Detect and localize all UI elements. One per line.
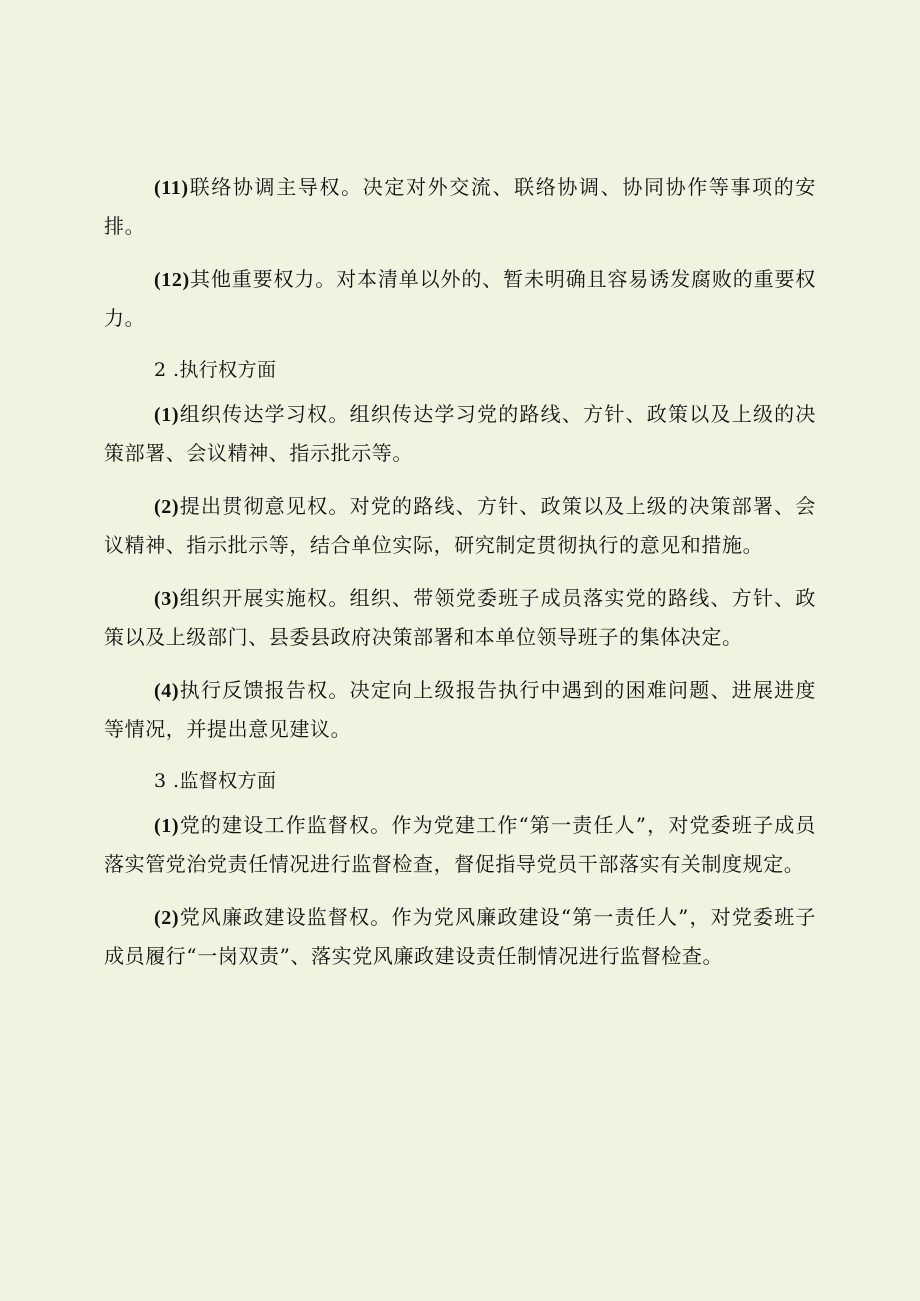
paragraph-opinion-power bbox=[104, 487, 816, 564]
item-number: (12) bbox=[154, 269, 190, 291]
section-title: .监督权方面 bbox=[166, 770, 277, 792]
paragraph-other-powers bbox=[104, 260, 816, 337]
paragraph-liaison-power bbox=[104, 168, 816, 245]
item-number: (1) bbox=[154, 404, 180, 426]
section-number: 2 bbox=[154, 359, 167, 381]
paragraph-implementation-power bbox=[104, 579, 816, 656]
document-body bbox=[104, 168, 816, 990]
paragraph-text: 提出贯彻意见权。对党的路线、方针、政策以及上级的决策部署、会议精神、指示批示等，结合单位实际，研究制定贯彻执行的意见和措施。 bbox=[104, 494, 816, 557]
item-number: (4) bbox=[154, 680, 180, 702]
paragraph-text: 联络协调主导权。决定对外交流、联络协调、协同协作等事项的安排。 bbox=[104, 175, 816, 238]
section-number: 3 bbox=[154, 770, 167, 792]
paragraph-text: 党的建设工作监督权。作为党建工作“第一责任人”，对党委班子成员落实管党治党责任情况进行监督检查，督促指导党员干部落实有关制度规定。 bbox=[104, 813, 816, 876]
paragraph-text: 组织传达学习权。组织传达学习党的路线、方针、政策以及上级的决策部署、会议精神、指示批示等。 bbox=[104, 402, 816, 465]
paragraph-text: 党风廉政建设监督权。作为党风廉政建设“第一责任人”，对党委班子成员履行“一岗双责”、落实党风廉政建设责任制情况进行监督检查。 bbox=[104, 905, 816, 968]
paragraph-integrity-supervision bbox=[104, 898, 816, 975]
paragraph-text: 执行反馈报告权。决定向上级报告执行中遇到的困难问题、进展进度等情况，并提出意见建议。 bbox=[104, 678, 816, 741]
paragraph-text: 其他重要权力。对本清单以外的、暂未明确且容易诱发腐败的重要权力。 bbox=[104, 267, 816, 330]
item-number: (2) bbox=[154, 907, 180, 929]
section-title: .执行权方面 bbox=[166, 359, 277, 381]
paragraph-party-building-supervision bbox=[104, 806, 816, 883]
paragraph-study-power bbox=[104, 395, 816, 472]
paragraph-text: 组织开展实施权。组织、带领党委班子成员落实党的路线、方针、政策以及上级部门、县委县政府决策部署和本单位领导班子的集体决定。 bbox=[104, 586, 816, 649]
section-heading-execution bbox=[104, 352, 816, 388]
item-number: (1) bbox=[154, 815, 180, 837]
paragraph-feedback-power bbox=[104, 671, 816, 748]
item-number: (2) bbox=[154, 496, 180, 518]
section-heading-supervision bbox=[104, 763, 816, 799]
item-number: (11) bbox=[154, 177, 189, 199]
item-number: (3) bbox=[154, 588, 180, 610]
